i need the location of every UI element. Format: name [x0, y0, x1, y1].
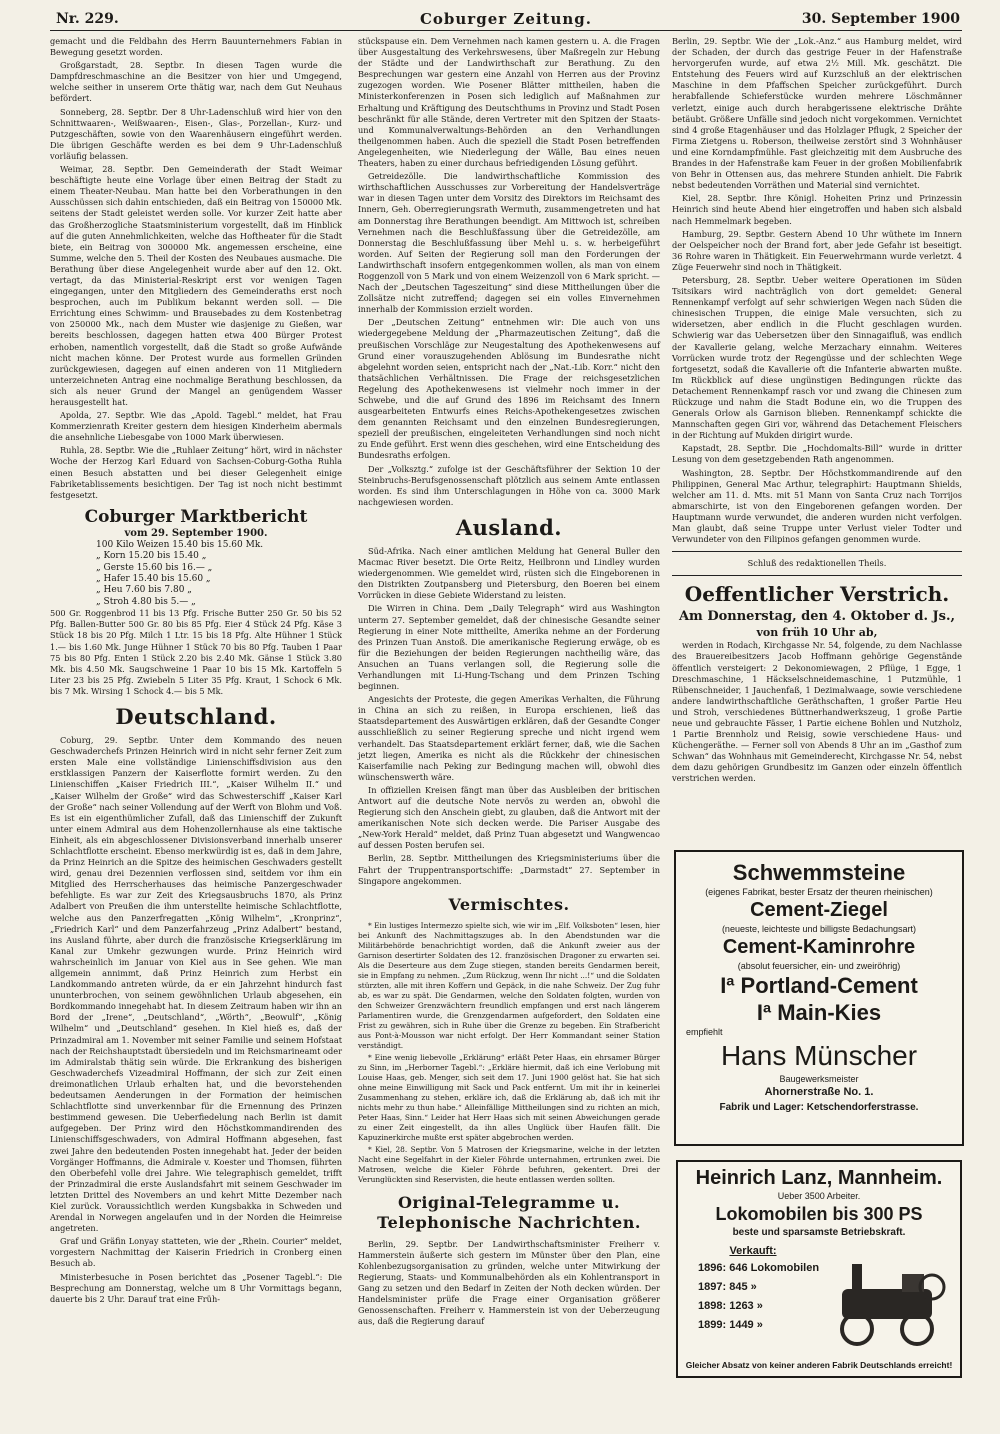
auction-date: Am Donnerstag, den 4. Oktober d. Js., — [678, 609, 956, 625]
article-ruhla: Ruhla, 28. Septbr. Wie die „Ruhlaer Zeitung“ hört, wird in nächster Woche der Herzog Karl Eduard von Sachsen-Coburg-Gotha Ruhla einen Besuch abstatten und bei dieser Gelegenheit einige Fabriketablissements besichtigen. Der Tag ist noch nicht bestimmt festgesetzt. — [50, 445, 342, 500]
article-lonyay: Graf und Gräfin Lonyay statteten, wie der „Rhein. Courier“ meldet, vorgestern Nachmittag der Kaiserin Friedrich in Cronberg einen Besuch ab. — [50, 1236, 342, 1269]
sales-row: 1898: 1263 » — [698, 1300, 763, 1312]
article-posen: Ministerbesuche in Posen berichtet das „Posener Tagebl.“: Die Besprechung am Donnerstag, welche um 8 Uhr Vormittags begann, dauerte bis 2 Uhr. Darauf trat eine Früh- — [50, 1271, 342, 1304]
ad-line: Fabrik und Lager: Ketschendorferstrasse. — [719, 1102, 919, 1113]
column-1 — [50, 36, 342, 1307]
article-petersburg: Petersburg, 28. Septbr. Ueber weitere Operationen im Süden Tsitsikars wird nachträglich von dort gemeldet: General Rennenkampf verfolgt auf sehr schwierigen Wegen nach Süden die chinesischen Truppen, die einige Male versuchten, sich zu widersetzen, aber endlich in die Flucht geschlagen wurden. Schwierig war das Uebersetzen über den Sinnagaifluß, was endlich der Kavallerie gelang, welche Merzachary einnahm. Weiteres Vorrücken wurde trotz der Regengüsse und der schlechten Wege fortgesetzt, sodaß die Kavallerie oft die Infanterie abwarten mußte. Im Rückblick auf diese ungünstigen Bedingungen rückte das Detachement Rennenkampf rasch vor und zwang die Chinesen zum Rückzuge und nahm die Stadt Bodune ein, wo die Truppen des Generals Orlow als Garnison blieben. Rennenkampf schickte die Mannschaften gegen Giri vor, während das Detachement Fleischers in der Richtung auf Mukden dirigirt wurde. — [672, 274, 962, 441]
auction-text: werden in Rodach, Kirchgasse Nr. 54, folgende, zu dem Nachlasse des Brauereibesitzers Jacob Hoffmann gehörige Gegenstände öffentlich versteigert: 2 Dekonomiewagen, 2 Pflüge, 1 Egge, 1 Dreschmaschine, 1 Häckselschneidemaschine, 1 Putzmühle, 1 Rübenschneider, 1 Jauchenfaß, 1 Dezimalwaage, sowie verschiedene andere landwirthschaftliche Geräthschaften, 1 großer Partie Heu und Stroh, verschiedenes Büttnerhandwerkszeug, 1 große Partie neue und gebrauchte Fässer, 1 Partie eichene Bohlen und Nutzholz, 1 Partie Brennholz und Reisig, sowie verschiedene Haus- und Küchengeräthe. — Ferner soll von Abends 8 Uhr an im „Gasthof zum Schwan“ das Wohnhaus mit Gemeinderecht, Kirchgasse Nr. 54, nebst dem dazu gehörigen Grundbesitz im Ganzen oder einzeln öffentlich verstrichen werden. — [672, 640, 962, 784]
article-coburg: Coburg, 29. Septbr. Unter dem Kommando des neuen Geschwaderchefs Prinzen Heinrich wird in nicht sehr ferner Zeit zum ersten Male eine vollständige Linienschiffsdivision aus den erstklassigen Panzern der Kaiserflotte formirt werden. Zu den Linienschiffen „Kaiser Friedrich III.“, „Kaiser Wilhelm II.“ und „Kaiser Wilhelm der Große“ wird das Schwesterschiff „Kaiser Karl der Große“ nach seiner Vollendung auf der Werft von Blohm und Voß. Es ist ein eigenthümlicher Zufall, daß das Linienschiff der Zukunft unter einem Admiral aus dem Hohenzollernhause als eine taktische Einheit, als ein abgeschlossener Divisionsverband innerhalb unserer Schlachtflotte erscheint. Ebenso merkwürdig ist es, daß in dem Jahre, da Prinz Heinrich an die Spitze des heimischen Geschwaders gestellt wird, genau drei Dezennien verflossen sind, seitdem vor ihm ein Mitglied des Herrscherhauses das heimische Panzergeschwader befehligte. Es war zur Zeit des Kriegsausbruchs 1870, als Prinz Adalbert von Preußen die ihm unterstellte heimische Schlachtflotte, welche aus den Panzerfregatten „König Wilhelm“, „Kronprinz“, „Friedrich Karl“ und dem Panzerfahrzeug „Prinz Adalbert“ bestand, ins Ausland führte, aber durch die französische Kriegserklärung im Kanal zur Umkehr gezwungen wurde. Prinz Heinrich wird wahrscheinlich im Januar von Kiel aus in See gehen. Wie man allgemein annimmt, daß Prinz Heinrich zum Herbst ein Landkommando antreten würde, da er ein Jahrzehnt hindurch fast ununterbrochen, von seinem gewöhnlichen Urlaub abgesehen, ein Bordkommando innegehabt hat. In diesem Zeitraum haben wir ihn an Bord der „Irene“, „Deutschland“, „Wörth“, „Beowulf“, „König Wilhelm“ und „Deutschland“ gesehen. In Kiel hieß es, daß der Prinzadmiral am 1. November mit seiner Familie und seinem Hofstaat nach der Reichshauptstadt übersiedeln und im Reichsmarineamt oder im Admiralstab thätig sein würde. Die Erkrankung des bisherigen Geschwaderchefs Vizeadmiral Hoffmann, der sich zur Zeit einen dreimonatlichen Urlaub erhalten hat, und die bevorstehenden bedeutsamen Aenderungen in der Formation der heimischen Schlachtflotte sind unverkennbar für die Ernennung des Prinzen bestimmend gewesen. Die Ueberfiedelung nach Berlin ist damit aufgegeben. Der Prinz wird den Höchstkommandirenden des Linienschiffsgeschwaders, von Admiral Hoffmann abgesehen, fast zwei Jahre den bedeutenden Posten innegehabt hat. Jeder der beiden Vorgänger Hoffmanns, die Admirale v. Koester und Thomsen, führten den Oberbefehl volle drei Jahre. Wie telegraphisch gemeldet, trifft der Prinzadmiral die erste Auslandsfahrt mit seinem Geschwader im letzten Drittel des Novembers an und kehrt Mitte Dezember nach Kiel zurück. Voraussichtlich werden Kungsbakka in Schweden und Arendal in Norwegen angelaufen und in der Norden die Heimreise angetreten. — [50, 735, 342, 1234]
divider — [672, 551, 962, 552]
ad-line: Cement-Kaminrohre — [722, 936, 916, 958]
auction-title: Oeffentlicher Verstrich. — [684, 582, 950, 607]
column-3 — [672, 36, 962, 787]
article-kiel: * Kiel, 28. Septbr. Von 5 Matrosen der Kriegsmarine, welche in der letzten Nacht eine Segelfahrt in der Kieler Föhrde unternahmen, ertrunken zwei. Die Matrosen, welche die Kieler Föhrde befuhren, gekentert. Drei der Verunglückten sind Reservisten, die heute entlassen werden sollten. — [358, 1144, 660, 1184]
column-2 — [358, 36, 660, 1330]
market-row: „ Korn 15.20 bis 15.40 „ — [96, 551, 207, 562]
ad-line: Heinrich Lanz, Mannheim. — [695, 1167, 943, 1189]
article-kapstadt: Kapstadt, 28. Septbr. Die „Hochdomalts-Bill“ wurde in dritter Lesung von dem gesetzgebenden Rath angenommen. — [672, 443, 962, 465]
article-apothekenwesen: Der „Deutschen Zeitung“ entnehmen wir: Die auch von uns wiedergegebene Meldung der „Pharmazeutischen Zeitung“, daß die preußischen Vorschläge zur Neugestaltung des Apothekenwesens auf Grund einer vorauszugehenden Ablösung im Bundesrathe nicht abgelehnt worden seien, entspricht nach der „Nat.-Lib. Korr.“ nicht den thatsächlichen Verhältnissen. Die Frage der reichsgesetzlichen Regelung des Apothekenwesens ist vielmehr noch immer in der Schwebe, und die auf Grund des 1896 im Reichsamt des Innern ausgearbeiteten Entwurfs eines Reichs-Apothekengesetzes zwischen dem genannten Reichsamt und den einzelnen Bundesregierungen, speziell der preußischen, eingeleiteten Verhandlungen sind noch nicht zu Ende geführt. Erst wenn dies geschehen, wird eine Entscheidung des Bundesraths erfolgen. — [358, 317, 660, 461]
ad-line: Verkauft: — [729, 1245, 777, 1257]
article-berlin-fire: Berlin, 29. Septbr. Wie der „Lok.-Anz.“ aus Hamburg meldet, wird der Schaden, der durch das gestrige Feuer in der Hafenstraße hervorgerufen wurde, auf etwa 2½ Mill. Mk. geschätzt. Die Entstehung des Feuers wird auf Kurzschluß an der elektrischen Maschine in dem Pfaffschen Speicher zurückgeführt. Durch herabfallende Schieferstücke wurden mehrere Löschmänner verletzt, einige auch durch herabgerissene elektrische Drähte betäubt. Größere Unfälle sind jedoch nicht vorgekommen. Vernichtet sind 4 große Etagenhäuser und das Holzlager Pflugk, 2 Speicher der Firma Zietgens u. Roberson, theilweise zerstört sind 3 Wohnhäuser und eine Korndampfmühle. Fast gleichzeitig mit dem Ausbruche des Brandes in der Hafenstraße kam Feuer in der großen Mobilienfabrik von Behr in Ottensen aus, das mehrere Stunden anhielt. Die Fabrik nebst bedeutenden Vorräthen und Material sind vernichtet. — [672, 36, 962, 191]
auction-time: von früh 10 Uhr ab, — [756, 626, 878, 640]
article-suedafrika: Süd-Afrika. Nach einer amtlichen Meldung hat General Buller den Macmac River besetzt. Die Orte Reitz, Heilbronn und Lindley wurden wiedergenommen. Wie gemeldet wird, rüsten sich die Eingeborenen in den Distrikten Zoutpansberg und Pietersburg, den Boeren bei einem Vorrücken in diese Gebiete Widerstand zu leisten. — [358, 545, 660, 601]
issue-date: 30. September 1900 — [801, 11, 960, 27]
divider — [672, 575, 962, 576]
article-china-2: Angesichts der Proteste, die gegen Amerikas Verhalten, die Führung in China an sich zu reißen, in Europa erschienen, ließ das Staatsdepartement des Auswärtigen erklären, daß der Gesandte Conger ausschließlich zu seiner Regierung spreche und nicht irgend wem verhandelt. Das Staatsdepartement erklärt ferner, daß, wie die Sachen jetzt liegen, Amerika es nicht als die Rückkehr der chinesischen Kaiserfamilie nach Peking zur Bedingung machen will, obwohl dies wünschenswerth wäre. — [358, 694, 660, 782]
ad-line: Baugewerksmeister — [779, 1074, 859, 1084]
advertisement-lanz — [676, 1160, 962, 1378]
article-apolda: Apolda, 27. Septbr. Wie das „Apold. Tagebl.“ meldet, hat Frau Kommerzienrath Kreiter gestern dem hiesigen Kinderheim abermals die ansehnliche Liebesgabe von 1000 Mark überwiesen. — [50, 410, 342, 443]
article-berlin: Berlin, 28. Septbr. Mittheilungen des Kriegsministeriums über die Fahrt der Truppentransportschiffe: „Darmstadt“ 27. September in Singapore angekommen. — [358, 853, 660, 886]
ad-line: Iª Main-Kies — [756, 1000, 882, 1025]
ad-line: beste und sparsamste Betriebskraft. — [732, 1227, 906, 1238]
market-report-title: Coburger Marktbericht — [84, 506, 308, 527]
section-heading-ausland: Ausland. — [455, 514, 563, 540]
sales-row: 1897: 845 » — [698, 1281, 757, 1293]
market-row: „ Stroh 4.80 bis 5.— „ — [96, 596, 196, 607]
article-hamburg: Hamburg, 29. Septbr. Gestern Abend 10 Uhr wüthete im Innern der Oelspeicher noch der Brand fort, aber jede Gefahr ist beseitigt. 36 Rohre waren in Thätigkeit. Ein Feuerwehrmann wurde verletzt. 4 Züge Feuerwehr sind noch in Thätigkeit. — [672, 228, 962, 272]
sales-row: 1896: 646 Lokomobilen — [698, 1262, 820, 1274]
ad-line: Ahornerstraße No. 1. — [764, 1086, 874, 1098]
newspaper-title: Coburger Zeitung. — [419, 10, 593, 28]
article-text: stückspause ein. Dem Vernehmen nach kamen gestern u. A. die Fragen über Ausgestaltung des Verkehrswesens, über Maßregeln zur Hebung der Städte und der Landwirthschaft zur Berathung. Zu den Besprechungen war gestern eine Anzahl von Herren aus der Provinz zugezogen worden. Wie Posener Blätter mittheilen, haben die Ministerkonferenzen in Posen sich lediglich auf Maßnahmen zur Erhaltung und Kräftigung des Deutschthums in Provinz und Stadt Posen beschränkt für alle Stände, deren Vertreter mit den Spitzen der Staats- und Kommunalverwaltungs-Behörden an den Verhandlungen theilgenommen haben. Auch die speziell die Stadt Posen betreffenden Angelegenheiten, wie Niederlegung der Wälle, Bau eines neuen Theaters, haben zu einer durchaus befriedigenden Lösung geführt. — [358, 36, 660, 169]
article-weimar: Weimar, 28. Septbr. Den Gemeinderath der Stadt Weimar beschäftigte heute eine Vorlage über einen Beitrag der Stadt zu einem Theater-Neubau. Man hatte bei den Vorberathungen in den Ausschüssen sich dahin entschieden, daß ein Beitrag von 150000 Mk. seitens der Stadt geleistet werden solle. Vor kurzer Zeit hatte aber das Großherzogliche Staatsministerium vorgestellt, daß im Hinblick auf die guten Annehmlichkeiten, welche das Hoftheater für die Stadt biete, ein Beitrag von 300000 Mk. angemessen erscheine, eine Summe, welche den 5. Theil der Kosten des Neubaues ausmache. Die Berathung über diese Angelegenheit wurde aber auf den 12. Okt. vertagt, da das Ministerial-Reskript erst vor wenigen Tagen eingegangen, unter den Mitgliedern des Gemeinderaths erst noch besprochen, auch im Publikum bekannt werden soll. — Die Errichtung eines Schwimm- und Brausebades zu dem Kostenbetrag von 250000 Mk., nach dem Muster wie dasjenige zu Gießen, war bereits beschlossen, dagegen hatten etwa 400 Bürger Protest erhoben, namentlich vorgestellt, daß die Stadt so große Aufwände nicht machen könne. Der Protest wurde aus formellen Gründen zurückgewiesen, dagegen auf einen anderen von 11 Mitgliedern unterzeichneten Antrag eine nochmalige Berathung beschlossen, da sich als neuer Grund der Mangel an genügendem Wasser herausgestellt hat. — [50, 164, 342, 407]
article-washington: Washington, 28. Septbr. Der Höchstkommandirende auf den Philippinen, General Mac Arthur, telegraphirt: Hauptmann Shields, welcher am 11. d. Mts. mit 51 Mann von Santa Cruz nach Torrijos abmarschirte, ist von den Eingeborenen gefangen worden. Der Hauptmann wurde verwundet, die anderen wurden nicht verfolgen. Man glaubt, daß seine Truppe unter Verlust vieler Todter und Verwundeter von den Filipinos gefangen genommen wurde. — [672, 467, 962, 545]
locomobile-engine-icon — [832, 1249, 952, 1349]
ad-line: Gleicher Absatz von keiner anderen Fabrik Deutschlands erreicht! — [685, 1360, 953, 1370]
article-berlin-telegram: Berlin, 29. Septbr. Der Landwirthschaftsminister Freiherr v. Hammerstein äußerte sich gestern im Münster über den Plan, eine Kohlenbezugsorganisation zu gründen, welche unter Mitwirkung der Regierung, Staats- und Kommunalbehörden als ein Kohlentransport in Gang zu setzen und den Bedarf in Zeiten der Noth decken würden. Der Handelsminister prüfe die Frage einer Organisation größerer Genossenschaften. Freiherr v. Hammerstein ist von der Ueberzeugung aus, daß die Regierung darauf — [358, 1238, 660, 1327]
ad-line: Ueber 3500 Arbeiter. — [777, 1191, 861, 1201]
article-text: gemacht und die Feldbahn des Herrn Bauunternehmers Fabian in Bewegung gesetzt worden. — [50, 36, 342, 58]
sales-row: 1899: 1449 » — [698, 1319, 763, 1331]
ad-line: (neueste, leichteste und billigste Bedachungsart) — [721, 924, 917, 934]
market-report-text: 500 Gr. Roggenbrod 11 bis 13 Pfg. Frische Butter 250 Gr. 50 bis 52 Pfg. Ballen-Butter 500 Gr. 80 bis 85 Pfg. Eier 4 Stück 24 Pfg. Käse 3 Stück 18 bis 20 Pfg. Milch 1 Ltr. 15 bis 18 Pfg. Alte Hühner 1 Stück 1.— bis 1.60 Mk. Junge Hühner 1 Stück 70 bis 80 Pfg. Tauben 1 Paar 75 bis 80 Pfg. Enten 1 Stück 2.20 bis 2.40 Mk. Gänse 1 Stück 3.80 Mk. bis 4.50 Mk. Saugschweine 1 Paar 10 bis 15 Mk. Kartoffeln 5 Liter 23 bis 25 Pfg. Zwiebeln 5 Liter 35 Pfg. Kraut, 1 Schock 6 Mk. bis 7 Mk. Wirsing 1 Schock 4.— bis 5 Mk. — [50, 608, 342, 696]
page-header — [50, 8, 962, 31]
ad-advertiser-name: Hans Münscher — [720, 1040, 918, 1071]
article-erklaerung: * Eine wenig liebevolle „Erklärung“ erläßt Peter Haas, ein ehrsamer Bürger zu Sinn, im „Herborner Tagebl.“: „Erkläre hiermit, daß ich eine Verlobung mit Louise Haas, geb. Menger, sich seit dem 17. Juni 1900 gelöst hat. Sie hat sich ohne meine Einwilligung mit Sack und Pack entfernt. Um mit ihr in keinerlei Zusammenhang zu stehen, erkläre ich, daß die Erklärung ab, daß ich mit ihr nichts mehr zu thun habe.“ Alleinfällige Mittheilungen sind zu richten an mich, Peter Haas, Sinn.“ Leider hat Herr Haas sich mit seinen Abweichungen gerade zu einer Zeit eingestellt, da ihn alles Unglück über Haufen fällt. Die Kapuzinerkirche mußte erst später abgebrochen werden. — [358, 1052, 660, 1142]
end-of-editorial-note: Schluß des redaktionellen Theils. — [747, 558, 887, 569]
article-volksztg: Der „Volksztg.“ zufolge ist der Geschäftsführer der Sektion 10 der Steinbruchs-Berufsgenossenschaft plötzlich aus seinem Amte entlassen worden. Es sind ihm Unterschlagungen in Höhe von ca. 3000 Mark nachgewiesen worden. — [358, 463, 660, 507]
article-kiel-prince: Kiel, 28. Septbr. Ihre Königl. Hoheiten Prinz und Prinzessin Heinrich sind heute Abend hier eingetroffen und haben sich alsbald nach Hemmelmark begeben. — [672, 193, 962, 226]
article-grossgarstadt: Großgarstadt, 28. Septbr. In diesen Tagen wurde die Dampfdreschmaschine an die Besitzer von hier und Umgegend, welche seither in unserem Orte thätig war, nach dem Gut Neuhaus befördert. — [50, 60, 342, 104]
market-row: 100 Kilo Weizen 15.40 bis 15.60 Mk. — [96, 539, 264, 550]
section-heading-deutschland: Deutschland. — [115, 704, 277, 730]
market-report — [50, 507, 342, 697]
ad-line: empfiehlt — [686, 1027, 723, 1037]
issue-number: Nr. 229. — [56, 11, 119, 27]
market-row: „ Hafer 15.40 bis 15.60 „ — [96, 574, 211, 585]
ad-line: Cement-Ziegel — [750, 899, 888, 921]
ad-line: (absolut feuersicher, ein- und zweiröhrig) — [737, 961, 901, 971]
ad-line: (eigenes Fabrikat, bester Ersatz der theuren rheinischen) — [705, 887, 933, 897]
article-china: Die Wirren in China. Dem „Daily Telegraph“ wird aus Washington unterm 27. September gemeldet, daß der chinesische Gesandte seiner Regierung in einer Note mittheilte, Amerika nehme an der Forderung des Prinzen Tuan Anstoß. Die amerikanische Regierung erwäge, ob es für die Beziehungen der beiden Regierungen nachtheilig wäre, das Ansuchen an Tuans verlangen soll, die Regierung solle die Verhandlungen mit Li-Hung-Tschang und dem Prinzen Tsching beginnen. — [358, 603, 660, 692]
article-intermezzo: * Ein lustiges Intermezzo spielte sich, wie wir im „Elf. Volksboten“ lesen, hier bei Ankunft des Nachmittagszuges ab. In den Abendstunden war die Militärbehörde benachrichtigt worden, daß die Ankunft zweier aus der Garnison desertirter Soldaten des 12. französischen Dragoner zu erwarten sei. Als die Deserteure aus dem Zuge stiegen, standen bereits Gendarmen bereit, sie in Empfang zu nehmen. „Zum Rückzug, wenn Ihr nicht ...!“ und die Soldaten stürzten, alle mit ihren Koffern und Gepäck, in die nahe Schweiz. Der Zug fuhr ab, es war zu spät. Die Gendarmen, welche den Soldaten folgten, wurden von den Schweizer Grenzwächtern freundlich empfangen und erst nach längerem Parlamentiren wurde, die Grenzgendarmen aufgefordert, den Soldaten eine Frist zu gewähren, sich in Ruhe über die Grenze zu begeben. Ein Strafbericht aus Pont-à-Mousson war nicht erfolgt. Der Herr Kommandant seiner Station verständigt. — [358, 920, 660, 1050]
advertisement-muenscher — [674, 850, 964, 1146]
section-heading-vermischtes: Vermischtes. — [448, 894, 570, 914]
section-heading-telegramme: Original-Telegramme u. Telephonische Nachrichten. — [377, 1192, 641, 1232]
market-report-date: vom 29. September 1900. — [124, 527, 268, 539]
article-sonneberg: Sonneberg, 28. Septbr. Der 8 Uhr-Ladenschluß wird hier von den Schnittwaaren-, Weißwaaren-, Eisen-, Glas-, Porzellan-, Kurz- und Putzgeschäften, sowie von den Waarenhäusern eingeführt werden. Die übrigen Geschäfte werden es bei dem 9 Uhr-Ladenschluß vorläufig belassen. — [50, 106, 342, 161]
ad-line: Schwemmsteine — [732, 860, 906, 885]
article-getreidezoelle: Getreidezölle. Die landwirthschaftliche Kommission des wirthschaftlichen Ausschusses zur Vorbereitung der Handelsverträge war in diesen Tagen unter dem Vorsitz des Direktors im Reichsamt des Innern, Geh. Oberregierungsrath Wermuth, zusammengetreten und hat am Donnerstag ihre Berathungen beendigt. Am Mittwoch ist, schreiben Vernehmen nach die Beschlußfassung über die Getreidezölle, am Donnerstag die Beschlußfassung über Mehl u. s. w. herbeigeführt worden. Auf Seiten der Regierung soll man den Forderungen der Landwirthschaft insofern entgegenkommen wollen, als man von einem Roggenzoll von 5 Mark und von einem Weizenzoll von 6 Mark spricht. — Nach der „Deutschen Tageszeitung“ sind diese Mittheilungen über die Zollsätze nicht zutreffend; dagegen sei ein volles Einvernehmen innerhalb der Kommission erzielt worden. — [358, 171, 660, 315]
market-row: „ Gerste 15.60 bis 16.— „ — [96, 562, 213, 573]
market-row: „ Heu 7.60 bis 7.80 „ — [96, 585, 192, 596]
article-china-3: In offiziellen Kreisen fängt man über das Ausbleiben der britischen Antwort auf die deutsche Note nervös zu werden an, obwohl die Regierung sich den Anschein giebt, zu glauben, daß die Antwort mit der amerikanischen Note sich decken werde. Die Pariser Ausgabe des „New-York Herald“ meldet, daß Prinz Tuan abgesetzt und Wangwencao auf dessen Posten berufen sei. — [358, 784, 660, 851]
ad-line: Iª Portland-Cement — [720, 973, 918, 998]
ad-line: Lokomobilen bis 300 PS — [715, 1204, 923, 1224]
